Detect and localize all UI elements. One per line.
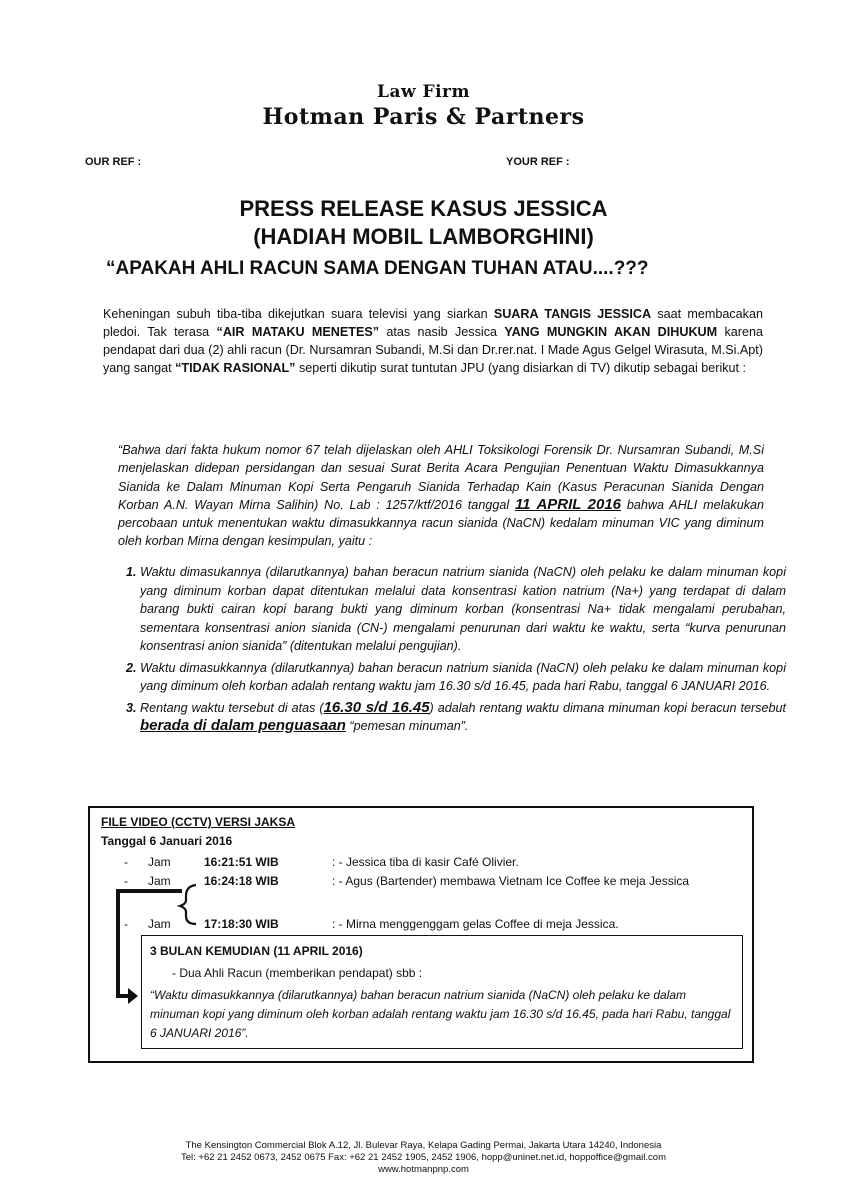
conclusion-list xyxy=(118,563,786,739)
quote-date-highlight: 11 APRIL 2016 xyxy=(514,495,622,513)
later-title: 3 BULAN KEMUDIAN (11 APRIL 2016) xyxy=(150,944,363,958)
footer-address: The Kensington Commercial Blok A.12, Jl. Bulevar Raya, Kelapa Gading Permai, Jakarta Utara 14240, Indonesia xyxy=(185,1140,662,1151)
intro-bold-1: SUARA TANGIS JESSICA xyxy=(493,307,652,321)
table-row xyxy=(124,917,744,933)
item3-possession-highlight: berada di dalam penguasaan xyxy=(140,717,346,734)
footer-website: www.hotmanpnp.com xyxy=(378,1164,469,1175)
our-ref: OUR REF : xyxy=(85,156,142,168)
row-desc: : - Mirna menggenggam gelas Coffee di meja Jessica. xyxy=(332,917,619,931)
table-row xyxy=(124,874,744,890)
item3-text-c: “pemesan minuman”. xyxy=(345,719,469,733)
quote-text-2: bahwa AHLI melakukan percobaan untuk menentukan waktu dimasukkannya racun sianida (NaCN) kedalam minuman VIC yang diminum oleh korban Mirna dengan kesimpulan, yaitu : xyxy=(118,497,765,549)
firm-name: Hotman Paris & Partners xyxy=(262,104,585,130)
cctv-date: Tanggal 6 Januari 2016 xyxy=(101,834,233,848)
intro-text-4: karena pendapat dari dua (2) ahli racun (Dr. Nursamran Subandi, M.Si dan Dr.rer.nat. I Made Agus Gelgel Wirasuta, M.Si.Apt) yang sangat xyxy=(103,325,763,375)
headline-question: “APAKAH AHLI RACUN SAMA DENGAN TUHAN ATAU....??? xyxy=(106,258,649,279)
later-item: - Dua Ahli Racun (memberikan pendapat) sbb : xyxy=(172,966,423,980)
row-desc: : - Jessica tiba di kasir Café Olivier. xyxy=(332,855,519,869)
row-time: 16:24:18 WIB xyxy=(204,874,279,888)
later-quote: “Waktu dimasukkannya (dilarutkannya) bahan beracun natrium sianida (NaCN) oleh pelaku ke dalam minuman kopi yang diminum oleh korban adalah rentang waktu jam 16.30 s/d 16.45, pada hari Rabu, tanggal 6 JANUARI 2016”. xyxy=(150,988,731,1040)
item3-time-highlight: 16.30 s/d 16.45 xyxy=(323,698,430,716)
headline-line2: (HADIAH MOBIL LAMBORGHINI) xyxy=(253,224,594,249)
intro-text-1: Keheningan subuh tiba-tiba dikejutkan suara televisi yang siarkan xyxy=(103,307,494,321)
headline-line1: PRESS RELEASE KASUS JESSICA xyxy=(239,196,608,221)
row-dash: - xyxy=(124,917,128,931)
row-jam: Jam xyxy=(148,855,171,869)
row-time: 17:18:30 WIB xyxy=(204,917,279,931)
table-row xyxy=(124,855,744,871)
intro-bold-3: YANG MUNGKIN AKAN DIHUKUM xyxy=(504,325,718,339)
brace-shape xyxy=(180,885,196,924)
list-item: 1. Waktu dimasukannya (dilarutkannya) bahan beracun natrium sianida (NaCN) oleh pelaku ke dalam minuman kopi yang diminum korban dapat ditentukan melalui data konsentrasi kation natrium (Na+) yang terdapat di dalam barang bukti cairan kopi barang bukti yang diminum korban (konsentrasi Na+ tidak mengalami perubahan, sementara konsentrasi anion sianida (CN-) mengalami penurunan dari waktu ke waktu, serta “kurva penurunan konsentrasi anion sianida” (ditentukan melalui pengujian). xyxy=(140,563,786,656)
item3-text-a: Rentang waktu tersebut di atas ( xyxy=(140,700,324,715)
quote-text-1: “Bahwa dari fakta hukum nomor 67 telah dijelaskan oleh AHLI Toksikologi Forensik Dr. Nursamran Subandi, M.Si menjelaskan didepan persidangan dan sesuai Surat Berita Acara Pengujian Penentuan Waktu Dimasukkannya Sianida ke Dalam Minuman Kopi Serta Pengaruh Sianida Terhadap Kain (Kasus Peracunan Sianida Dengan Korban A.N. Wayan Mirna Salihin) No. Lab : 1257/ktf/2016 tanggal xyxy=(118,443,764,512)
intro-bold-4: “TIDAK RASIONAL” xyxy=(175,361,296,375)
your-ref: YOUR REF : xyxy=(506,156,570,168)
list-item xyxy=(140,699,786,736)
row-jam: Jam xyxy=(148,874,171,888)
cctv-title: FILE VIDEO (CCTV) VERSI JAKSA xyxy=(101,815,296,829)
intro-text-2: saat membacakan pledoi. Tak terasa xyxy=(103,307,763,339)
row-dash: - xyxy=(124,855,128,869)
quote-paragraph xyxy=(118,441,764,551)
footer-contact: Tel: +62 21 2452 0673, 2452 0675 Fax: +62 21 2452 1905, 2452 1906, hopp@uninet.net.id, hoppoffice@gmail.com xyxy=(181,1152,666,1163)
intro-text-3: atas nasib Jessica xyxy=(379,325,505,339)
row-time: 16:21:51 WIB xyxy=(204,855,279,869)
arrow-head-icon xyxy=(128,988,138,1004)
intro-bold-2: “AIR MATAKU MENETES” xyxy=(216,325,380,339)
firm-type: Law Firm xyxy=(377,82,470,102)
list-item: 2. Waktu dimasukkannya (dilarutkannya) bahan beracun natrium sianida (NaCN) oleh pelaku ke dalam minuman kopi yang diminum oleh korban adalah rentang waktu jam 16.30 s/d 16.45, pada hari Rabu, tanggal 6 JANUARI 2016. xyxy=(140,659,786,696)
intro-text-5: seperti dikutip surat tuntutan JPU (yang disiarkan di TV) dikutip sebagai berikut : xyxy=(295,361,747,375)
row-dash: - xyxy=(124,874,128,888)
item3-text-b: ) adalah rentang waktu dimana minuman kopi beracun tersebut xyxy=(429,700,786,715)
row-jam: Jam xyxy=(148,917,171,931)
intro-paragraph xyxy=(103,305,763,377)
row-desc: : - Agus (Bartender) membawa Vietnam Ice Coffee ke meja Jessica xyxy=(332,874,690,888)
